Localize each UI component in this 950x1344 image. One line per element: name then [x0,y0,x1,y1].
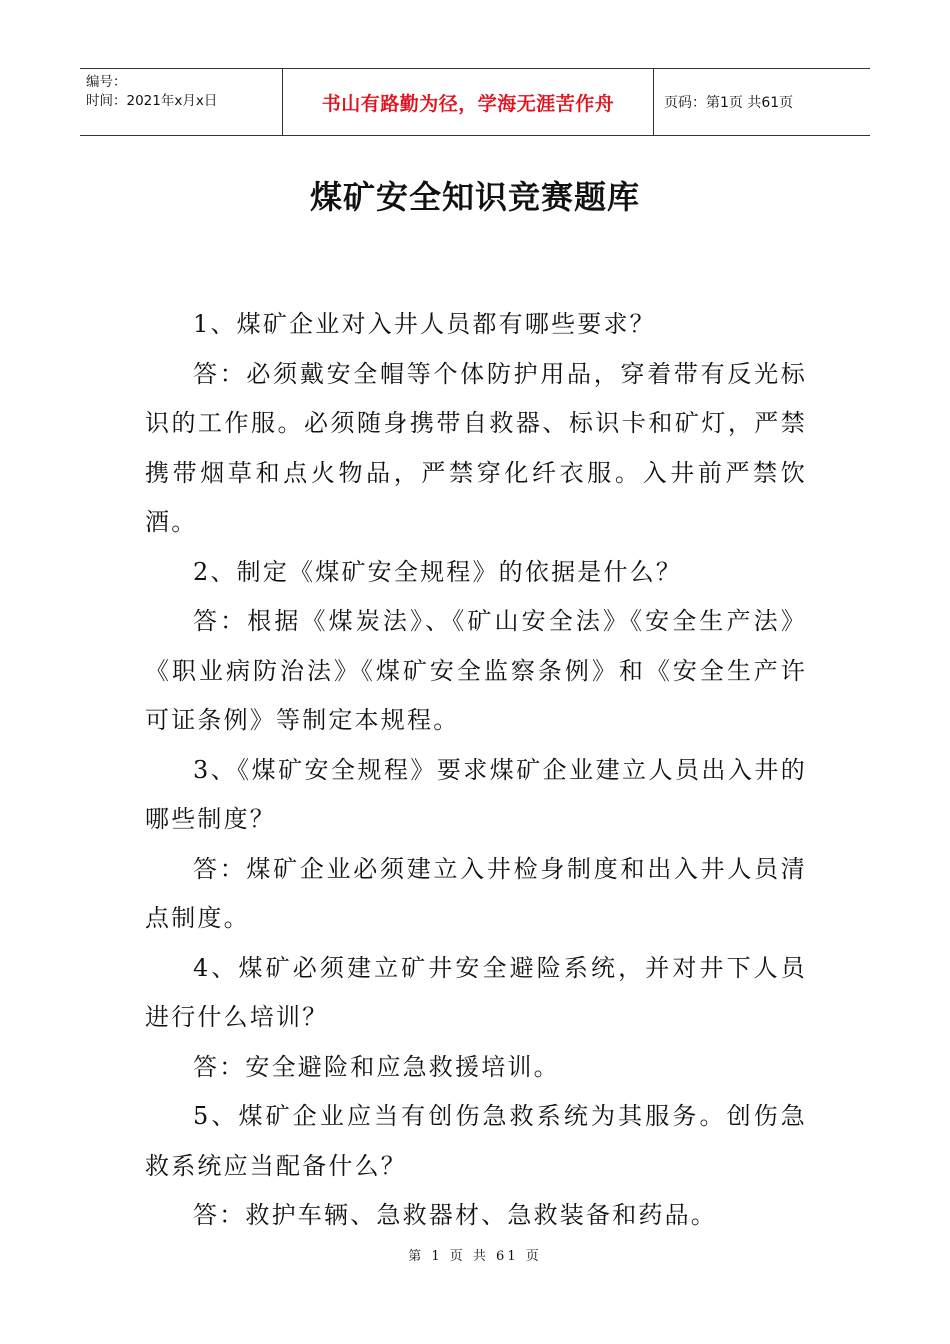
answer-3: 答：煤矿企业必须建立入井检身制度和出入井人员清点制度。 [145,854,807,932]
question-4: 4、煤矿必须建立矿井安全避险系统，并对井下人员进行什么培训？ [145,953,807,1031]
answer-1: 答：必须戴安全帽等个体防护用品，穿着带有反光标识的工作服。必须随身携带自救器、标识卡和矿灯，严禁携带烟草和点火物品，严禁穿化纤衣服。入井前严禁饮酒。 [145,359,807,536]
header-page-info [654,69,870,135]
page-footer: 第 1 页 共 61 页 [408,1249,542,1264]
question-2: 2、制定《煤矿安全规程》的依据是什么？ [193,557,683,586]
answer-4: 答：安全避险和应急救援培训。 [193,1052,560,1081]
page-info-text: 页码：第1页 共61页 [664,95,794,111]
date-label: 时间：2021年x月x日 [86,93,218,109]
answer-2: 答：根据《煤炭法》、《矿山安全法》《安全生产法》《职业病防治法》《煤矿安全监察条例》和《安全生产许可证条例》等制定本规程。 [145,607,807,734]
motto-text: 书山有路勤为径，学海无涯苦作舟 [321,92,615,115]
number-label: 编号： [86,74,127,90]
page-title: 煤矿安全知识竞赛题库 [309,178,640,216]
header-meta [80,69,282,135]
document-body [145,300,807,1241]
question-1: 1、煤矿企业对入井人员都有哪些要求？ [193,310,656,338]
document-header [80,68,870,136]
header-motto [282,69,654,135]
question-5: 5、煤矿企业应当有创伤急救系统为其服务。创伤急救系统应当配备什么？ [145,1102,807,1180]
question-3: 3、《煤矿安全规程》要求煤矿企业建立人员出入井的哪些制度？ [145,755,807,833]
answer-5: 答：救护车辆、急救器材、急救装备和药品。 [193,1201,717,1229]
